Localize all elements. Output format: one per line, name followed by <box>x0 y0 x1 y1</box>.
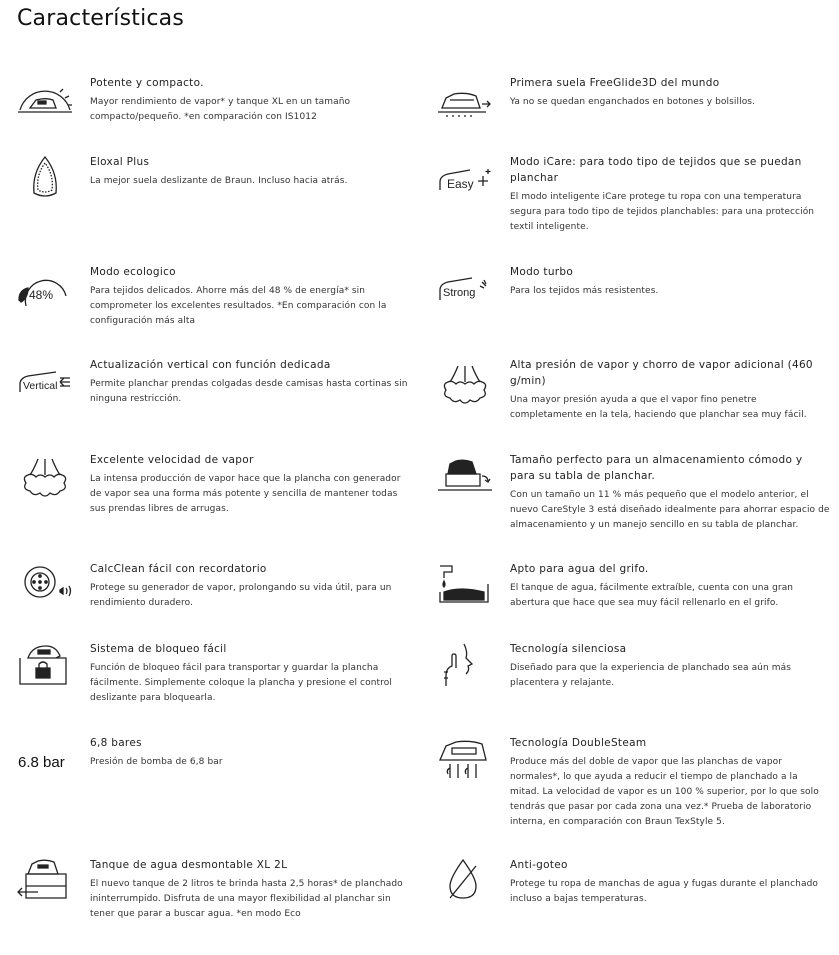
feature-velocidad-vapor <box>90 452 410 517</box>
feature-description: Presión de bomba de 6,8 bar <box>90 757 223 767</box>
feature-description: Diseñado para que la experiencia de planchado sea aún más placentera y relajante. <box>510 663 792 688</box>
feature-description: Una mayor presión ayuda a que el vapor fino penetre completamente en la tela, haciendo que planchar sea muy fácil. <box>510 395 807 420</box>
eco-leaf-icon <box>16 272 74 316</box>
feature-bloqueo <box>90 641 410 706</box>
feature-title: Modo ecologico <box>90 266 176 278</box>
strong-turbo-icon <box>436 270 494 314</box>
feature-title: Modo iCare: para todo tipo de tejidos que se puedan planchar <box>510 156 802 184</box>
double-steam-icon <box>436 738 494 782</box>
anti-drip-icon <box>436 858 494 902</box>
feature-description: El tanque de agua, fácilmente extraíble, cuenta con una gran abertura que hace que sea muy fácil rellenarlo en el grifo. <box>510 583 794 608</box>
feature-title: Sistema de bloqueo fácil <box>90 643 227 655</box>
feature-modo-ecologico <box>90 264 410 329</box>
steam-cloud-icon <box>16 455 74 499</box>
feature-alta-presion <box>510 357 830 423</box>
svg-text:48%: 48% <box>29 288 54 302</box>
feature-vertical <box>90 357 410 407</box>
feature-title: Tecnología silenciosa <box>510 643 627 655</box>
feature-description: Protege tu ropa de manchas de agua y fugas durante el planchado incluso a bajas temperaturas. <box>510 879 818 904</box>
feature-description: El modo inteligente iCare protege tu ropa con una temperatura segura para todo tipo de tejidos planchables: para una protección textil inteligente. <box>510 192 815 232</box>
feature-title: Excelente velocidad de vapor <box>90 454 254 466</box>
feature-eloxal-plus <box>90 154 410 189</box>
feature-description: Produce más del doble de vapor que las planchas de vapor normales*, lo que ayuda a reducir el tiempo de planchado a la mitad. La velocidad de vapor es un 100 % superior, por lo que solo tendrás que pasar por cada zona una vez.* Prueba de laboratorio interna, en comparación con Braun TexStyle 5. <box>510 757 819 827</box>
vertical-steam-icon <box>16 362 74 406</box>
feature-title: Eloxal Plus <box>90 156 150 168</box>
feature-description: Función de bloqueo fácil para transportar y guardar la plancha fácilmente. Simplemente coloque la plancha y presione el control deslizante para bloquearla. <box>90 663 392 703</box>
svg-text:Easy: Easy <box>447 177 474 191</box>
lock-system-icon <box>16 642 74 686</box>
feature-description: Con un tamaño un 11 % más pequeño que el modelo anterior, el nuevo CareStyle 3 está diseñado idealmente para ahorrar espacio de almacenamiento y un manejo sencillo en su tabla de planchar. <box>510 490 830 530</box>
feature-title: CalcClean fácil con recordatorio <box>90 563 267 575</box>
feature-title: Potente y compacto. <box>90 77 204 89</box>
feature-description: Para los tejidos más resistentes. <box>510 286 659 296</box>
feature-6-8-bares <box>90 735 410 770</box>
steam-cloud-icon <box>436 362 494 406</box>
feature-tamano <box>510 452 830 533</box>
pressure-bar-icon <box>16 742 74 786</box>
removable-tank-icon <box>16 858 74 902</box>
svg-text:Strong: Strong <box>443 287 476 299</box>
page-title: Características <box>17 6 185 31</box>
feature-description: Protege su generador de vapor, prolongando su vida útil, para un rendimiento duradero. <box>90 583 392 608</box>
calc-clean-icon <box>16 562 74 606</box>
feature-title: Anti-goteo <box>510 859 568 871</box>
feature-description: La intensa producción de vapor hace que la plancha con generador de vapor sea una forma más potente y sencilla de mantener todas sus prendas libres de arrugas. <box>90 474 401 514</box>
feature-title: Actualización vertical con función dedicada <box>90 359 331 371</box>
feature-title: Modo turbo <box>510 266 574 278</box>
feature-description: La mejor suela deslizante de Braun. Incluso hacia atrás. <box>90 176 348 186</box>
feature-description: Ya no se quedan enganchados en botones y bolsillos. <box>510 97 756 107</box>
feature-agua-grifo <box>510 561 830 611</box>
iron-gauge-icon <box>16 80 74 124</box>
feature-silenciosa <box>510 641 830 691</box>
feature-freeglide <box>510 75 830 110</box>
feature-title: Primera suela FreeGlide3D del mundo <box>510 77 720 89</box>
silent-face-icon <box>436 642 494 686</box>
feature-description: Para tejidos delicados. Ahorre más del 48 % de energía* sin comprometer los excelentes resultados. *En comparación con la configuración más alta <box>90 286 387 326</box>
feature-icare <box>510 154 830 235</box>
svg-text:6.8 bar: 6.8 bar <box>18 754 65 771</box>
feature-anti-goteo <box>510 857 830 907</box>
feature-title: Tecnología DoubleSteam <box>510 737 647 749</box>
feature-title: Tanque de agua desmontable XL 2L <box>90 859 288 871</box>
feature-description: El nuevo tanque de 2 litros te brinda hasta 2,5 horas* de planchado ininterrumpido. Disfruta de una mayor flexibilidad al planchar sin tener que parar a buscar agua. *en modo Eco <box>90 879 403 919</box>
feature-title: Alta presión de vapor y chorro de vapor adicional (460 g/min) <box>510 359 813 387</box>
feature-title: 6,8 bares <box>90 737 142 749</box>
feature-title: Apto para agua del grifo. <box>510 563 649 575</box>
easy-sparkle-icon <box>436 160 494 204</box>
iron-glide-icon <box>436 80 494 124</box>
feature-doublesteam <box>510 735 830 830</box>
feature-description: Permite planchar prendas colgadas desde camisas hasta cortinas sin ninguna restricción. <box>90 379 408 404</box>
soleplate-icon <box>16 155 74 199</box>
feature-potente-compacto <box>90 75 410 125</box>
tap-water-icon <box>436 562 494 606</box>
feature-modo-turbo <box>510 264 830 299</box>
iron-storage-icon <box>436 452 494 496</box>
feature-calcclean <box>90 561 410 611</box>
feature-tanque-desmontable <box>90 857 410 922</box>
svg-text:Vertical: Vertical <box>23 380 58 392</box>
feature-title: Tamaño perfecto para un almacenamiento cómodo y para su tabla de planchar. <box>510 454 803 482</box>
feature-description: Mayor rendimiento de vapor* y tanque XL en un tamaño compacto/pequeño. *en comparación con IS1012 <box>90 97 351 122</box>
